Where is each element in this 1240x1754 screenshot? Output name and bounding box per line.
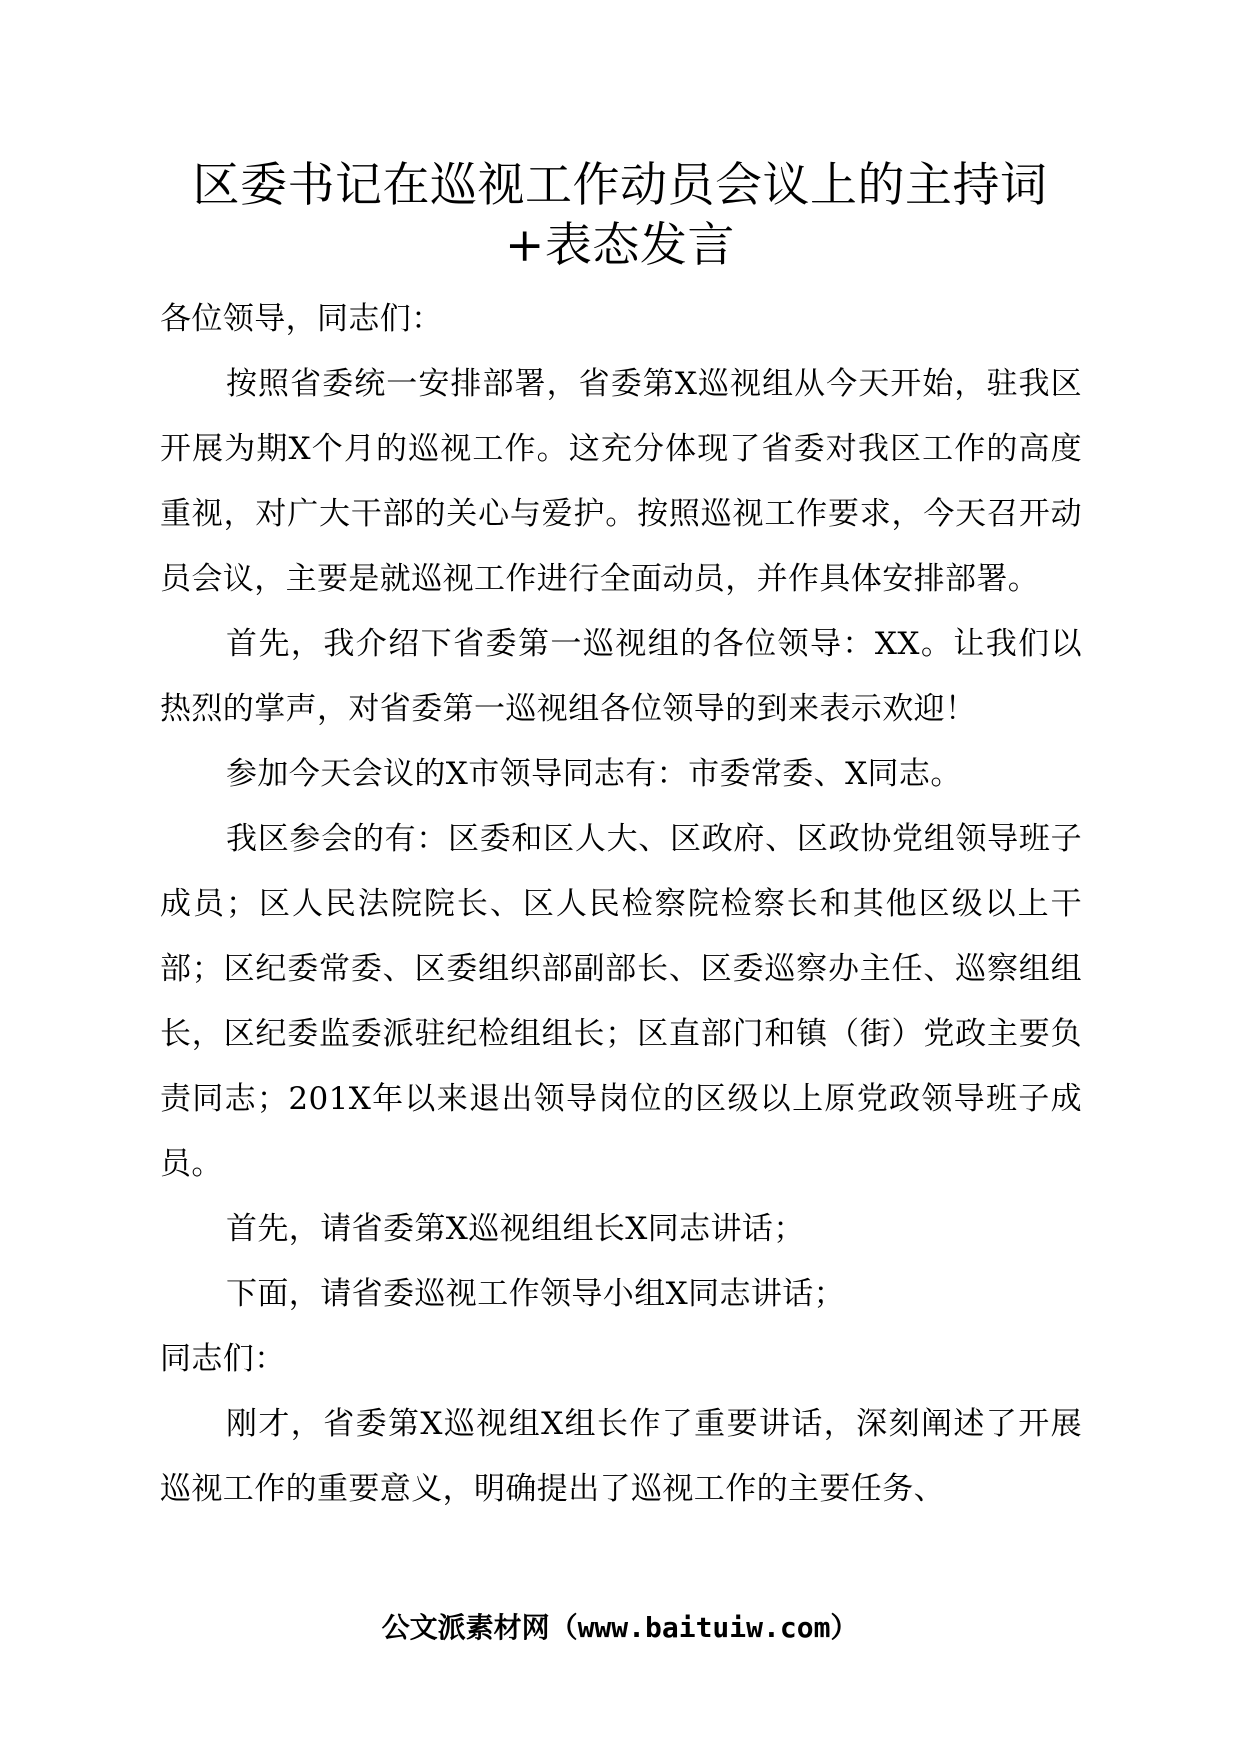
- arrangement-paragraph: 按照省委统一安排部署，省委第X巡视组从今天开始，驻我区开展为期X个月的巡视工作。这充分体现了省委对我区工作的高度重视，对广大干部的关心与爱护。按照巡视工作要求，今天召开动员会议，主要是就巡视工作进行全面动员，并作具体安排部署。: [160, 366, 1082, 597]
- salutation-paragraph: 各位领导，同志们：: [160, 301, 443, 337]
- second-speech-paragraph: 下面，请省委巡视工作领导小组X同志讲话；: [226, 1276, 846, 1312]
- district-attendees-paragraph: 我区参会的有：区委和区人大、区政府、区政协党组领导班子成员；区人民法院院长、区人民检察院检察长和其他区级以上干部；区纪委常委、区委组织部副部长、区委巡察办主任、巡察组组长，区纪委监委派驻纪检组组长；区直部门和镇（街）党政主要负责同志；201X年以来退出领导岗位的区级以上原党政领导班子成员。: [160, 821, 1082, 1182]
- footer-watermark: 公文派素材网（www.baituiw.com）: [381, 1611, 859, 1644]
- document-body: [160, 287, 1082, 1522]
- city-leaders-paragraph: 参加今天会议的X市领导同志有：市委常委、X同志。: [226, 756, 962, 792]
- document-title: 区委书记在巡视工作动员会议上的主持词+表态发言: [192, 158, 1048, 273]
- summary-paragraph: 刚才，省委第X巡视组X组长作了重要讲话，深刻阐述了开展巡视工作的重要意义，明确提出了巡视工作的主要任务、: [160, 1406, 1082, 1507]
- comrades-salutation-paragraph: 同志们：: [160, 1341, 286, 1377]
- introduction-paragraph: 首先，我介绍下省委第一巡视组的各位领导：XX。让我们以热烈的掌声，对省委第一巡视组各位领导的到来表示欢迎！: [160, 626, 1082, 727]
- first-speech-paragraph: 首先，请省委第X巡视组组长X同志讲话；: [226, 1211, 805, 1247]
